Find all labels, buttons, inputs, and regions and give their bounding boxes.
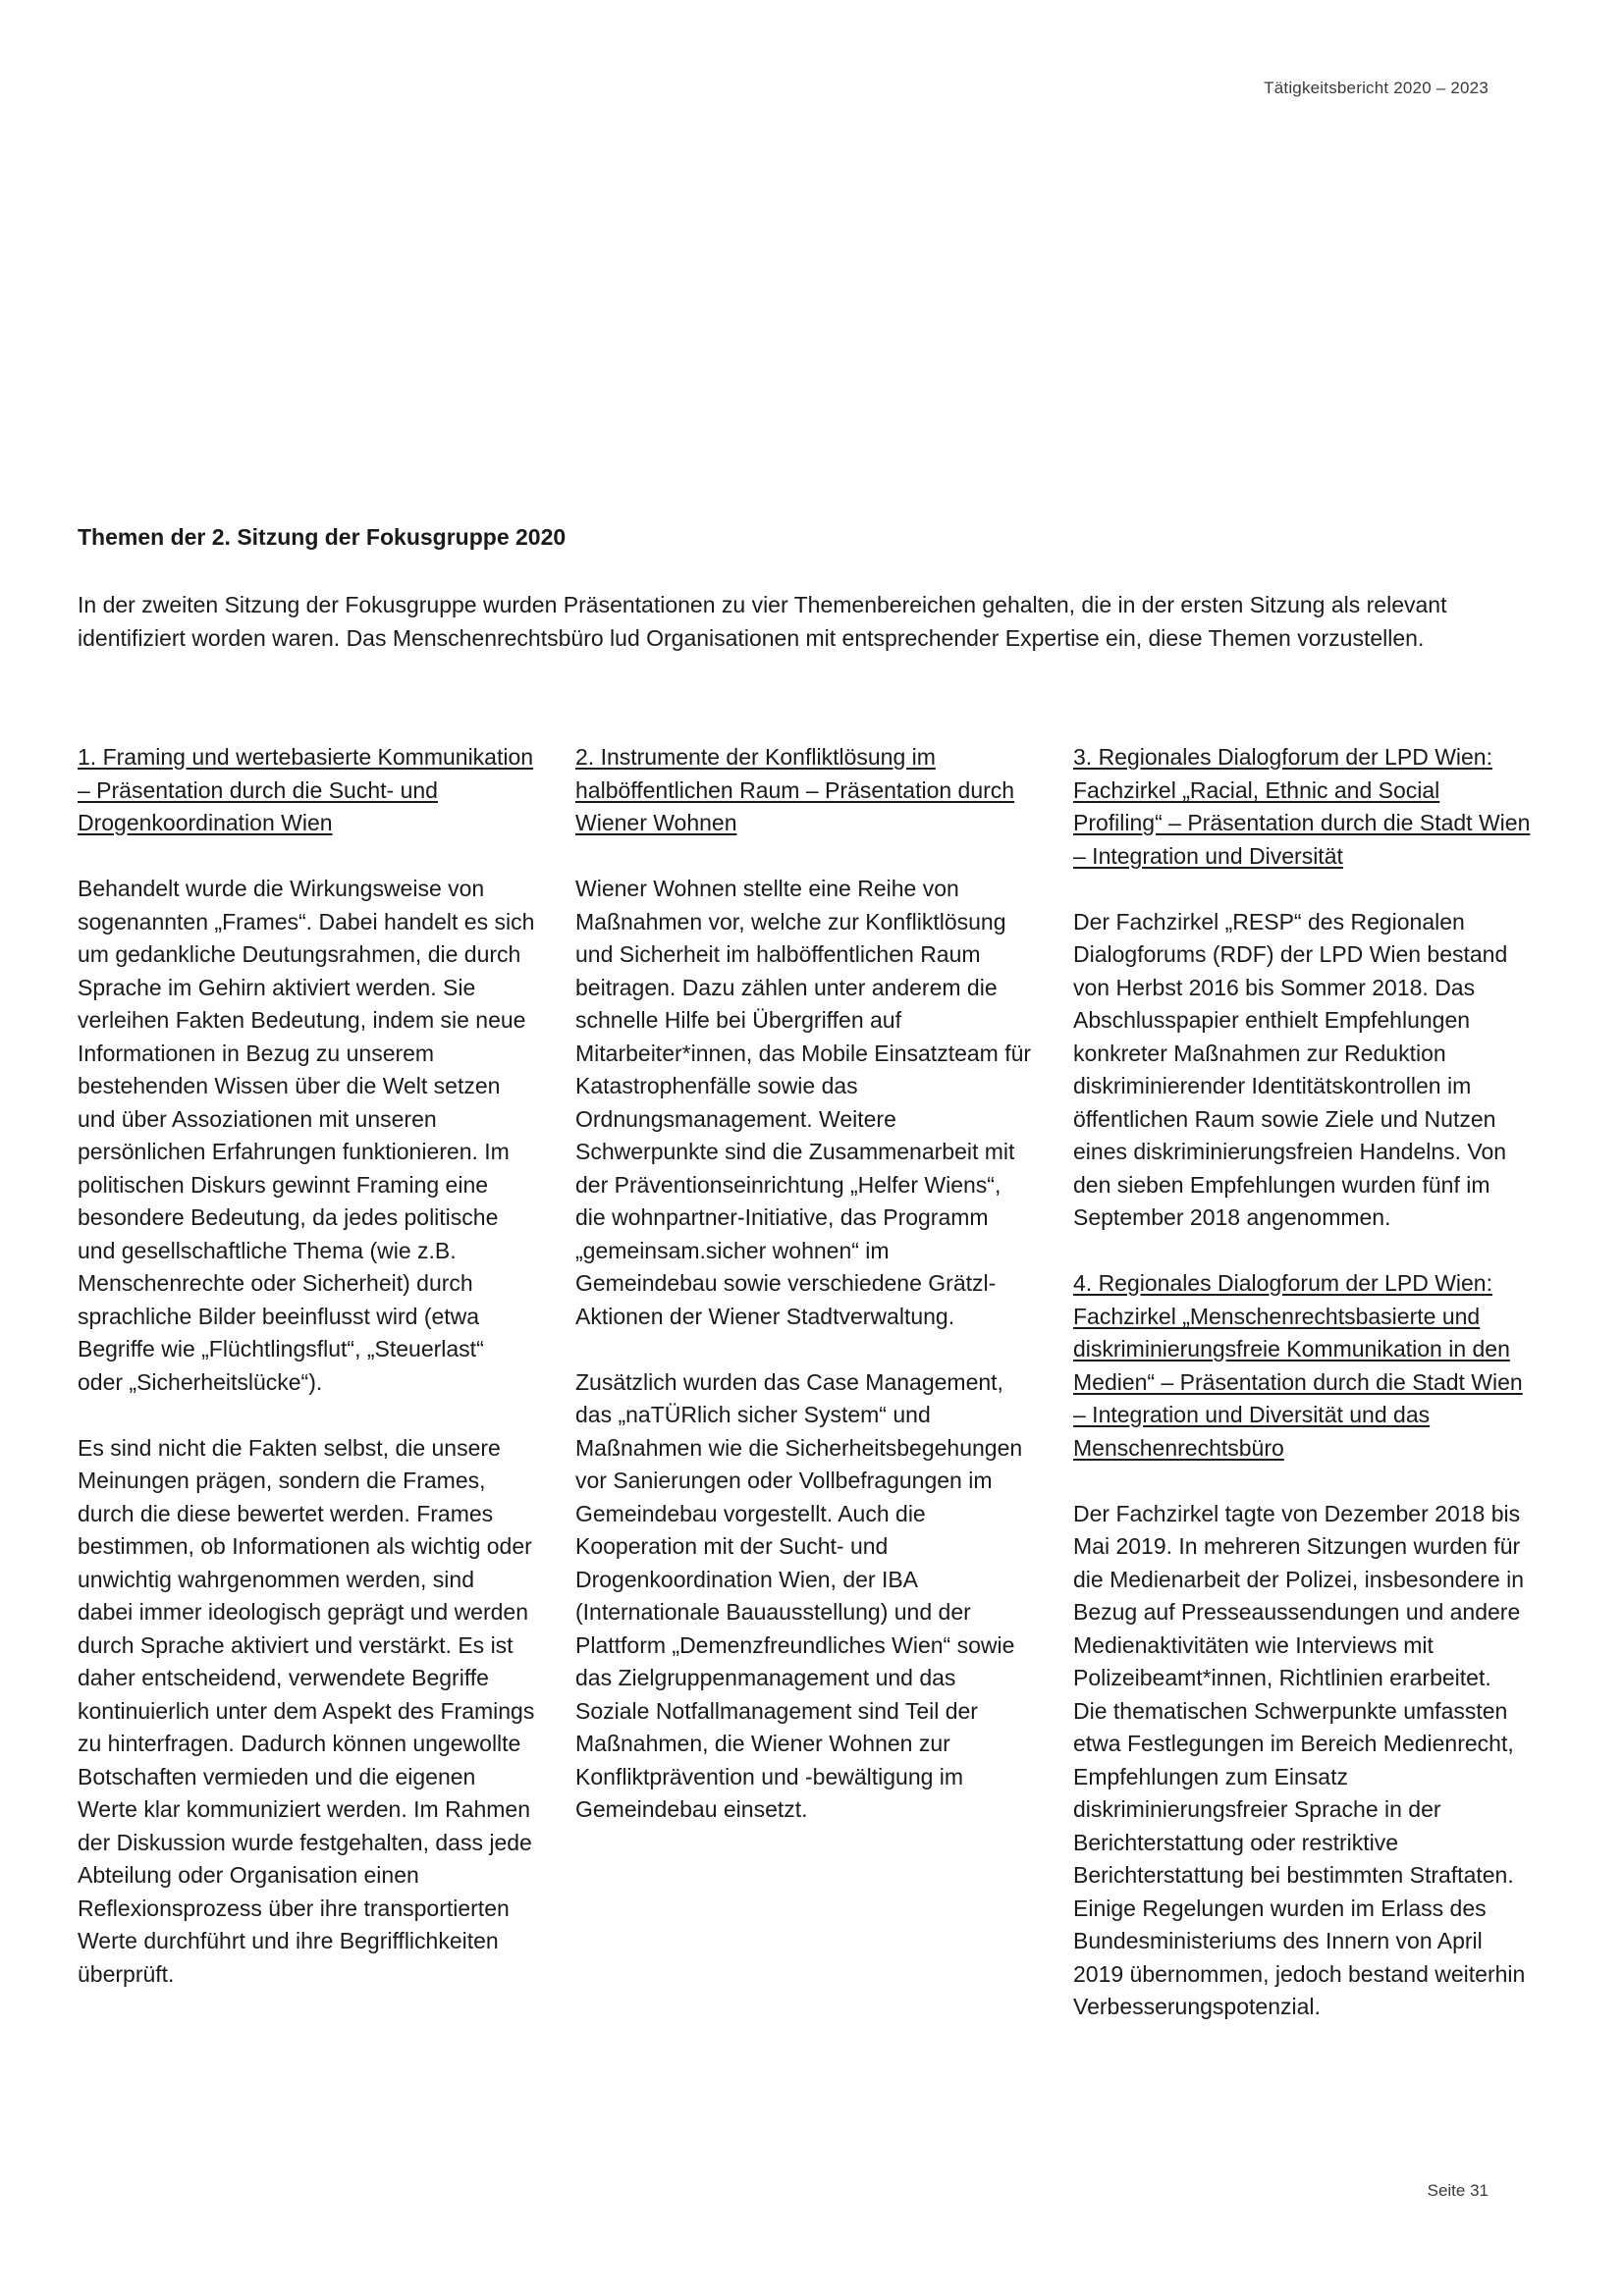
topic-3-paragraph-1: Der Fachzirkel „RESP“ des Regionalen Dialogforums (RDF) der LPD Wien bestand von Herbst 2016 bis Sommer 2018. Das Abschlusspapier enthielt Empfehlungen konkreter Maßnahmen zur Reduktion diskriminierender Identitätskontrollen im öffentlichen Raum sowie Ziele und Nutzen eines diskriminierungsfreien Handelns. Von den sieben Empfehlungen wurden fünf im September 2018 angenommen.: [1073, 908, 1508, 1230]
section-title: Themen der 2. Sitzung der Fokusgruppe 2020: [78, 524, 567, 550]
topic-1-paragraph-1: Behandelt wurde die Wirkungsweise von sogenannten „Frames“. Dabei handelt es sich um gedankliche Deutungsrahmen, die durch Sprache im Gehirn aktiviert werden. Sie verleihen Fakten Bedeutung, indem sie neue Informationen in Bezug zu unserem bestehenden Wissen über die Welt setzen und über Assoziationen mit unseren persönlichen Erfahrungen funktionieren. Im politischen Diskurs gewinnt Framing eine besondere Bedeutung, da jedes politische und gesellschaftliche Thema (wie z.B. Menschenrechte oder Sicherheit) durch sprachliche Bilder beeinflusst wird (etwa Begriffe wie „Flüchtlingsflut“, „Steuerlast“ oder „Sicherheitslücke“).: [78, 876, 535, 1395]
running-header: Tätigkeitsbericht 2020 – 2023: [1264, 79, 1489, 97]
topic-heading-4: 4. Regionales Dialogforum der LPD Wien: Fachzirkel „Menschenrechtsbasierte und diskriminierungsfreie Kommunikation in den Medien“ – Präsentation durch die Stadt Wien – Integration und Diversität und das Menschenrechtsbüro: [1073, 1270, 1523, 1461]
topic-4-paragraph-1: Der Fachzirkel tagte von Dezember 2018 bis Mai 2019. In mehreren Sitzungen wurden für die Medienarbeit der Polizei, insbesondere in Bezug auf Presseaussendungen und andere Medienaktivitäten wie Interviews mit Polizeibeamt*innen, Richtlinien erarbeitet. Die thematischen Schwerpunkte umfassten etwa Festlegungen im Bereich Medienrecht, Empfehlungen zum Einsatz diskriminierungsfreier Sprache in der Berichterstattung oder restriktive Berichterstattung bei bestimmten Straftaten. Einige Regelungen wurden im Erlass des Bundesministeriums des Innern von April 2019 übernommen, jedoch bestand weiterhin Verbesserungspotenzial.: [1073, 1500, 1526, 2019]
topic-heading-1: 1. Framing und wertebasierte Kommunikation – Präsentation durch die Sucht- und Drogenkoordination Wien: [78, 744, 534, 835]
topic-heading-2: 2. Instrumente der Konfliktlösung im halböffentlichen Raum – Präsentation durch Wiener Wohnen: [575, 744, 1015, 835]
topic-1-paragraph-2: Es sind nicht die Fakten selbst, die unsere Meinungen prägen, sondern die Frames, durch die diese bewertet werden. Frames bestimmen, ob Informationen als wichtig oder unwichtig wahrgenommen werden, sind dabei immer ideologisch geprägt und werden durch Sprache aktiviert und verstärkt. Es ist daher entscheidend, verwendete Begriffe kontinuierlich unter dem Aspekt des Framings zu hinterfragen. Dadurch können ungewollte Botschaften vermieden und die eigenen Werte klar kommuniziert werden. Im Rahmen der Diskussion wurde festgehalten, dass jede Abteilung oder Organisation einen Reflexionsprozess über ihre transportierten Werte durchführt und ihre Begrifflichkeiten überprüft.: [78, 1434, 535, 1987]
text-column-1: [78, 741, 535, 1991]
text-column-2: [575, 741, 1033, 1827]
text-column-3: [1073, 741, 1531, 2024]
topic-heading-3: 3. Regionales Dialogforum der LPD Wien: Fachzirkel „Racial, Ethnic and Social Profiling“ – Präsentation durch die Stadt Wien – Integration und Diversität: [1073, 744, 1531, 869]
page-number: Seite 31: [1427, 2181, 1489, 2200]
topic-2-paragraph-2: Zusätzlich wurden das Case Management, das „naTÜRlich sicher System“ und Maßnahmen wie die Sicherheitsbegehungen vor Sanierungen oder Vollbefragungen im Gemeindebau vorgestellt. Auch die Kooperation mit der Sucht- und Drogenkoordination Wien, der IBA (Internationale Bauausstellung) und der Plattform „Demenzfreundliches Wien“ sowie das Zielgruppenmanagement und das Soziale Notfallmanagement sind Teil der Maßnahmen, die Wiener Wohnen zur Konfliktprävention und -bewältigung im Gemeindebau einsetzt.: [575, 1368, 1023, 1822]
topic-2-paragraph-1: Wiener Wohnen stellte eine Reihe von Maßnahmen vor, welche zur Konfliktlösung und Sicherheit im halböffentlichen Raum beitragen. Dazu zählen unter anderem die schnelle Hilfe bei Übergriffen auf Mitarbeiter*innen, das Mobile Einsatzteam für Katastrophenfälle sowie das Ordnungsmanagement. Weitere Schwerpunkte sind die Zusammenarbeit mit der Präventionseinrichtung „Helfer Wiens“, die wohnpartner-Initiative, das Programm „gemeinsam.sicher wohnen“ im Gemeindebau sowie verschiedene Grätzl-Aktionen der Wiener Stadtverwaltung.: [575, 876, 1032, 1329]
intro-paragraph: In der zweiten Sitzung der Fokusgruppe wurden Präsentationen zu vier Themenbereichen gehalten, die in der ersten Sitzung als relevant identifiziert worden waren. Das Menschenrechtsbüro lud Organisationen mit entsprechender Expertise ein, diese Themen vorzustellen.: [78, 592, 1447, 651]
